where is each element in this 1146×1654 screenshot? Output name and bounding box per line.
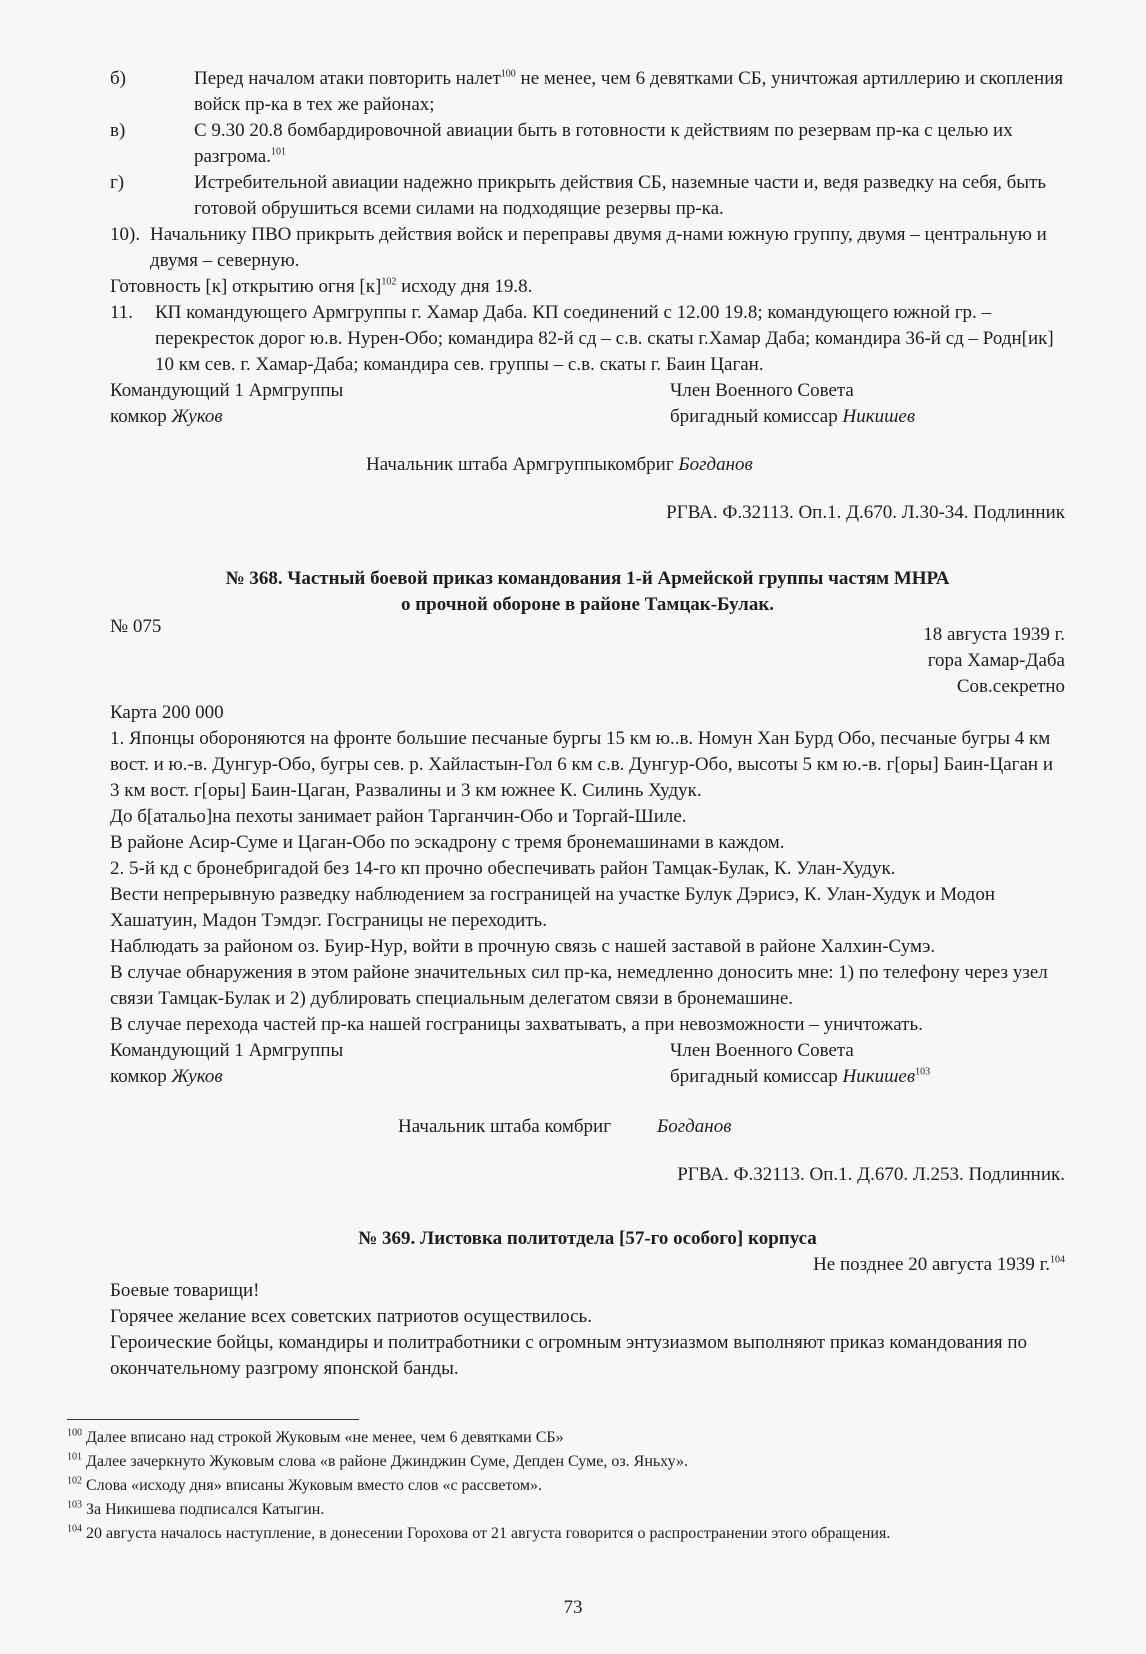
footnote: $^{103}$ За Никишева подписался Катыгин. <box>67 1499 325 1518</box>
archive-reference: РГВА. Ф.32113. Оп.1. Д.670. Л.253. Подлинник. <box>677 1164 1065 1185</box>
map-scale: Карта 200 000 <box>110 702 224 723</box>
item-11: 11. КП командующего Армгруппы г. Хамар Даба. КП соединений с 12.00 19.8; командующего южной гр. – перекресток дорог ю.в. Нурен-Обо; командира 82-й сд – с.в. скаты г.Хамар Даба; командира 36-й сд – Родн[ик] 10 км сев. г. Хамар-Даба; командира сев. группы – с.в. скаты г. Баин Цаган. <box>110 302 1054 375</box>
list-item <box>45 66 1065 118</box>
page-content <box>110 66 1065 1382</box>
list-item <box>45 118 1065 170</box>
paragraph: Горячее желание всех советских патриотов осуществилось. <box>110 1306 592 1327</box>
document-body <box>110 726 1065 1038</box>
footnote-ref: 102 <box>381 276 397 288</box>
document-number: № 075 <box>110 616 162 637</box>
chief-of-staff: Начальник штаба Армгруппыкомбриг Богданов <box>366 454 753 475</box>
footnote-ref: 101 <box>270 146 286 158</box>
footnote-ref: 100 <box>500 68 516 80</box>
footnote: $^{104}$ 20 августа началось наступление, в донесении Горохова от 21 августа говорится о распространении этого обращения. <box>67 1523 891 1542</box>
paragraph: Наблюдать за районом оз. Буир-Нур, войти в прочную связь с нашей заставой в районе Халхин-Сумэ. <box>110 936 936 957</box>
page-number: 73 <box>563 1597 583 1618</box>
paragraph: 2. 5-й кд с бронебригадой без 14-го кп прочно обеспечивать район Тамцак-Булак, К. Улан-Худук. <box>110 858 896 879</box>
document-meta <box>110 614 1065 700</box>
document-place: гора Хамар-Даба <box>927 650 1065 671</box>
paragraph: До б[атальо]на пехоты занимает район Тарганчин-Обо и Торгай-Шиле. <box>110 806 687 827</box>
archive-reference: РГВА. Ф.32113. Оп.1. Д.670. Л.30-34. Подлинник <box>666 502 1065 523</box>
document-date: Не позднее 20 августа 1939 г.$^{104}$ <box>813 1254 1065 1275</box>
footnote-divider <box>67 1419 359 1420</box>
chief-of-staff: Начальник штаба комбриг Богданов <box>398 1116 732 1137</box>
secrecy-mark: Сов.секретно <box>956 676 1065 697</box>
paragraph: В случае перехода частей пр-ка нашей госграницы захватывать, а при невозможности – уничтожать. <box>110 1014 923 1035</box>
paragraph: В случае обнаружения в этом районе значительных сил пр-ка, немедленно доносить мне: 1) по телефону через узел связи Тамцак-Булак и 2) дублировать специальным делегатом связи в бронемашине. <box>110 962 1048 1009</box>
paragraph: Вести непрерывную разведку наблюдением за госграницей на участке Булук Дэрисэ, К. Улан-Худук и Модон Хашатуин, Мадон Тэмдэг. Госграницы не переходить. <box>110 884 995 931</box>
paragraph: 1. Японцы обороняются на фронте большие песчаные бургы 15 км ю..в. Номун Хан Бурд Обо, песчаные бугры 4 км вост. и ю.-в. Дунгур-Обо, бугры сев. р. Хайластын-Гол 6 км с.в. Дунгур-Обо, высоты 5 км ю.-в. г[оры] Баин-Цаган и 3 км вост. г[оры] Баин-Цаган, Развалины и 3 км южнее К. Силинь Худук. <box>110 728 1053 801</box>
footnote: $^{101}$ Далее зачеркнуто Жуковым слова «в районе Джинджин Суме, Депден Суме, оз. Яньху». <box>67 1451 688 1470</box>
paragraph: В районе Асир-Суме и Цаган-Обо по эскадрону с тремя бронемашинами в каждом. <box>110 832 785 853</box>
paragraph: Боевые товарищи! <box>110 1280 260 1301</box>
prev-doc-items <box>110 66 1065 222</box>
footnote-ref: 103 <box>915 1066 931 1078</box>
list-marker: в) <box>110 120 126 141</box>
footnote: $^{102}$ Слова «исходу дня» вписаны Жуковым вместо слов «с рассветом». <box>67 1475 543 1494</box>
paragraph: Героические бойцы, командиры и политработники с огромным энтузиазмом выполняют приказ командования по окончательному разгрому японской банды. <box>110 1332 1028 1379</box>
document-date: 18 августа 1939 г. <box>923 624 1065 645</box>
document-title: № 368. Частный боевой приказ командования 1-й Армейской группы частям МНРА о прочной обороне в районе Тамцак-Булак. <box>225 568 950 615</box>
list-text: Истребительной авиации надежно прикрыть действия СБ, наземные части и, ведя разведку на себя, быть готовой обрушиться всеми силами на подходящие резервы пр-ка. <box>194 172 1047 219</box>
signature-block: Командующий 1 Армгруппы комкор Жуков Член Военного Совета бригадный комиссар Никишев$^{103}$ <box>110 1040 931 1087</box>
document-body <box>110 1278 1065 1382</box>
list-text: С 9.30 20.8 бомбардировочной авиации быть в готовности к действиям по резервам пр-ка с целью их разгрома.$^{101}$ <box>194 120 1013 167</box>
signature-block: Командующий 1 Армгруппы комкор Жуков Член Военного Совета бригадный комиссар Никишев <box>110 380 916 427</box>
list-marker: г) <box>110 172 125 193</box>
list-text: Перед началом атаки повторить налет$^{100}$ не менее, чем 6 девятками СБ, уничтожая артиллерию и скопления войск пр-ка в тех же районах; <box>194 68 1064 115</box>
document-title: № 369. Листовка политотдела [57-го особого] корпуса <box>358 1228 817 1249</box>
list-marker: б) <box>110 68 126 89</box>
readiness-line: Готовность [к] открытию огня $[к]^{102}$ исходу дня 19.8. <box>110 276 533 297</box>
footnote: $^{100}$ Далее вписано над строкой Жуковым «не менее, чем 6 девятками СБ» <box>67 1427 564 1446</box>
footnote-ref: 104 <box>1050 1254 1065 1266</box>
item-10: 10). Начальнику ПВО прикрыть действия войск и переправы двумя д-нами южную группу, двумя – центральную и двумя – северную. <box>110 224 1047 271</box>
list-item <box>45 170 1065 222</box>
footnotes <box>67 1426 1067 1546</box>
